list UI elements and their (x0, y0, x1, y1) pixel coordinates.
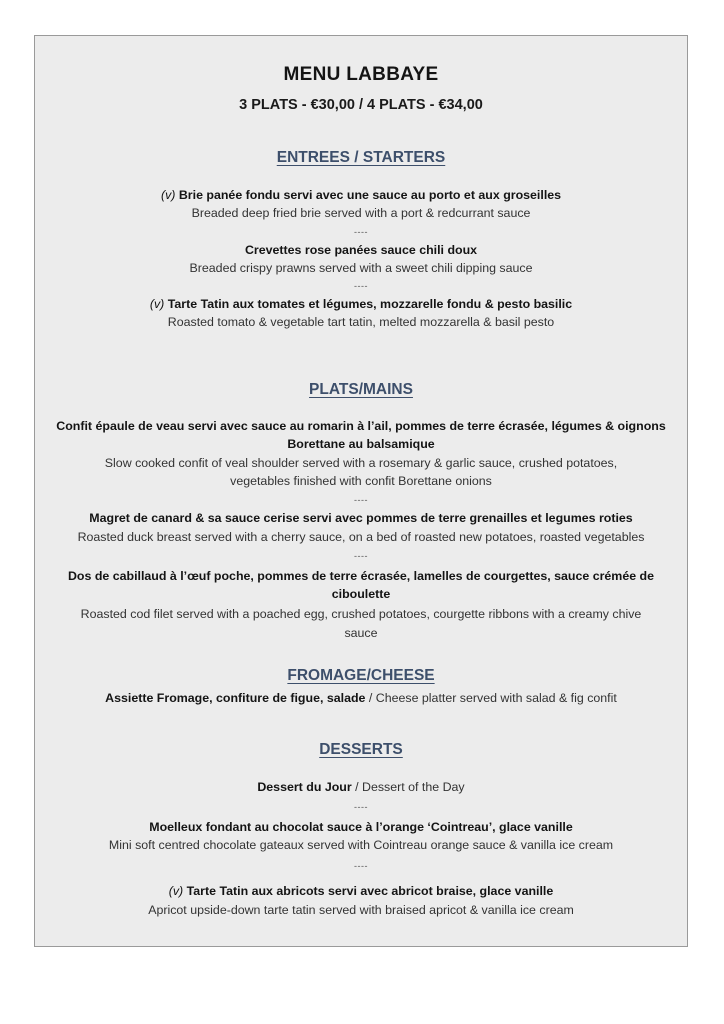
dessert-2-fr: Moelleux fondant au chocolat sauce à l’orange ‘Cointreau’, glace vanille (149, 820, 573, 834)
section-heading-starters: ENTREES / STARTERS (276, 149, 446, 166)
main-3-fr-line2: ciboulette (331, 587, 391, 601)
dessert-3-fr-text: Tarte Tatin aux abricots servi avec abricot braise, glace vanille (186, 884, 554, 898)
main-1-en-line2: vegetables finished with confit Borettane onions (230, 474, 492, 488)
main-3-en-line1: Roasted cod filet served with a poached egg, crushed potatoes, courgette ribbons with a creamy chive (80, 607, 642, 621)
separator: ---- (354, 551, 368, 561)
main-1-en-line1: Slow cooked confit of veal shoulder served with a rosemary & garlic sauce, crushed potatoes, (104, 456, 618, 470)
main-2-fr-line1: Magret de canard & sa sauce cerise servi avec pommes de terre grenailles et legumes roties (89, 511, 633, 525)
main-1-fr-line2: Borettane au balsamique (287, 437, 435, 451)
cheese-slash: / (365, 691, 376, 705)
menu-prices: 3 PLATS - €30,00 / 4 PLATS - €34,00 (239, 97, 483, 113)
dessert-1-fr: Dessert du Jour (257, 780, 352, 794)
separator: ---- (354, 861, 368, 871)
main-3-en-line2: sauce (344, 626, 378, 640)
cheese-fr: Assiette Fromage, confiture de figue, salade (105, 691, 366, 705)
vegetarian-marker: (v) (160, 188, 176, 202)
main-1-fr-line1: Confit épaule de veau servi avec sauce au romarin à l’ail, pommes de terre écrasée, légumes & oignons (56, 419, 666, 433)
starter-2-en: Breaded crispy prawns served with a sweet chili dipping sauce (189, 261, 533, 275)
dessert-3-fr (35, 884, 687, 898)
starter-1-fr-text: Brie panée fondu servi avec une sauce au porto et aux groseilles (178, 188, 562, 202)
starter-3-fr (35, 297, 687, 311)
section-heading-desserts: DESSERTS (319, 741, 403, 758)
menu-title: MENU LABBAYE (283, 64, 439, 85)
cheese-en: Cheese platter served with salad & fig confit (375, 691, 617, 705)
main-3-fr-line1: Dos de cabillaud à l’œuf poche, pommes de terre écrasée, lamelles de courgettes, sauce crémée de (67, 569, 655, 583)
separator: ---- (354, 495, 368, 505)
separator: ---- (354, 227, 368, 237)
section-heading-mains: PLATS/MAINS (309, 381, 413, 398)
starter-1-en: Breaded deep fried brie served with a port & redcurrant sauce (191, 206, 531, 220)
cheese-item (35, 691, 687, 705)
dessert-2-en: Mini soft centred chocolate gateaux served with Cointreau orange sauce & vanilla ice cream (108, 838, 614, 852)
starter-2-fr: Crevettes rose panées sauce chili doux (244, 243, 478, 257)
section-heading-cheese: FROMAGE/CHEESE (287, 667, 435, 684)
menu-card (34, 35, 688, 947)
separator: ---- (354, 281, 368, 291)
starter-3-fr-text: Tarte Tatin aux tomates et légumes, mozzarelle fondu & pesto basilic (167, 297, 573, 311)
starter-3-en: Roasted tomato & vegetable tart tatin, melted mozzarella & basil pesto (167, 315, 555, 329)
starter-1-fr (35, 188, 687, 202)
vegetarian-marker: (v) (168, 884, 184, 898)
vegetarian-marker: (v) (149, 297, 165, 311)
main-2-en-line1: Roasted duck breast served with a cherry sauce, on a bed of roasted new potatoes, roasted vegetables (77, 530, 645, 544)
separator: ---- (354, 802, 368, 812)
dessert-1-en: Dessert of the Day (362, 780, 465, 794)
dessert-3-en: Apricot upside-down tarte tatin served with braised apricot & vanilla ice cream (148, 903, 574, 917)
dessert-1-slash: / (351, 780, 363, 794)
dessert-1 (35, 780, 687, 794)
